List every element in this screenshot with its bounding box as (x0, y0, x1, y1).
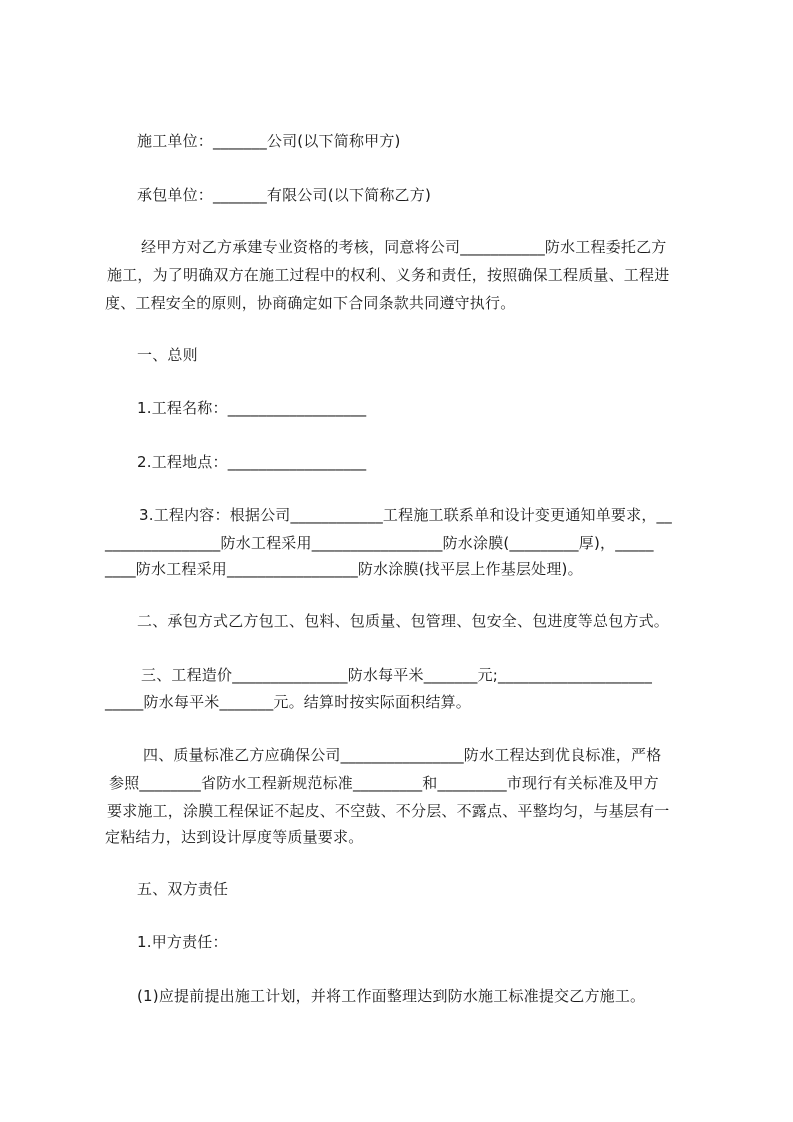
project-content-line-3: ____防水工程采用_________________防水涂膜(找平层上作基层处理)。 (105, 560, 583, 578)
section-2-line: 二、承包方式乙方包工、包料、包质量、包管理、包安全、包进度等总包方式。 (137, 612, 670, 630)
intro-line-3: 度、工程安全的原则，协商确定如下合同条款共同遵守执行。 (105, 294, 516, 312)
section-4-line-3: 要求施工，涂膜工程保证不起皮、不空鼓、不分层、不露点、平整均匀，与基层有一 (107, 802, 670, 820)
section-4-line-2: 参照________省防水工程新规范标准_________和_________市现行有关标准及甲方 (109, 774, 659, 792)
project-location-line: 2.工程地点：__________________ (137, 453, 367, 471)
party-a-duties-heading: 1.甲方责任： (137, 933, 228, 951)
section-5-heading: 五、双方责任 (137, 880, 229, 898)
project-name-line: 1.工程名称：__________________ (137, 399, 367, 417)
intro-line-2: 施工，为了明确双方在施工过程中的权利、义务和责任，按照确保工程质量、工程进 (107, 266, 670, 284)
party-a-line: 施工单位：_______公司(以下简称甲方) (137, 132, 401, 150)
section-3-line-2: _____防水每平米_______元。结算时按实际面积结算。 (105, 693, 472, 711)
project-content-line-1: 3.工程内容：根据公司____________工程施工联系单和设计变更通知单要求，__ (139, 506, 672, 524)
party-a-duty-1: (1)应提前提出施工计划，并将工作面整理达到防水施工标准提交乙方施工。 (137, 987, 646, 1005)
project-content-line-2: _______________防水工程采用_________________防水涂膜(_________厚)，_____ (105, 534, 654, 552)
intro-line-1: 经甲方对乙方承建专业资格的考核，同意将公司___________防水工程委托乙方 (141, 238, 667, 256)
section-4-line-1: 四、质量标准乙方应确保公司________________防水工程达到优良标准，严格 (143, 746, 662, 764)
section-4-line-4: 定粘结力，达到设计厚度等质量要求。 (105, 828, 364, 846)
section-3-line-1: 三、工程造价_______________防水每平米_______元;____________________ (141, 666, 653, 684)
party-b-line: 承包单位：_______有限公司(以下简称乙方) (137, 186, 432, 204)
section-1-heading: 一、总则 (137, 346, 198, 364)
